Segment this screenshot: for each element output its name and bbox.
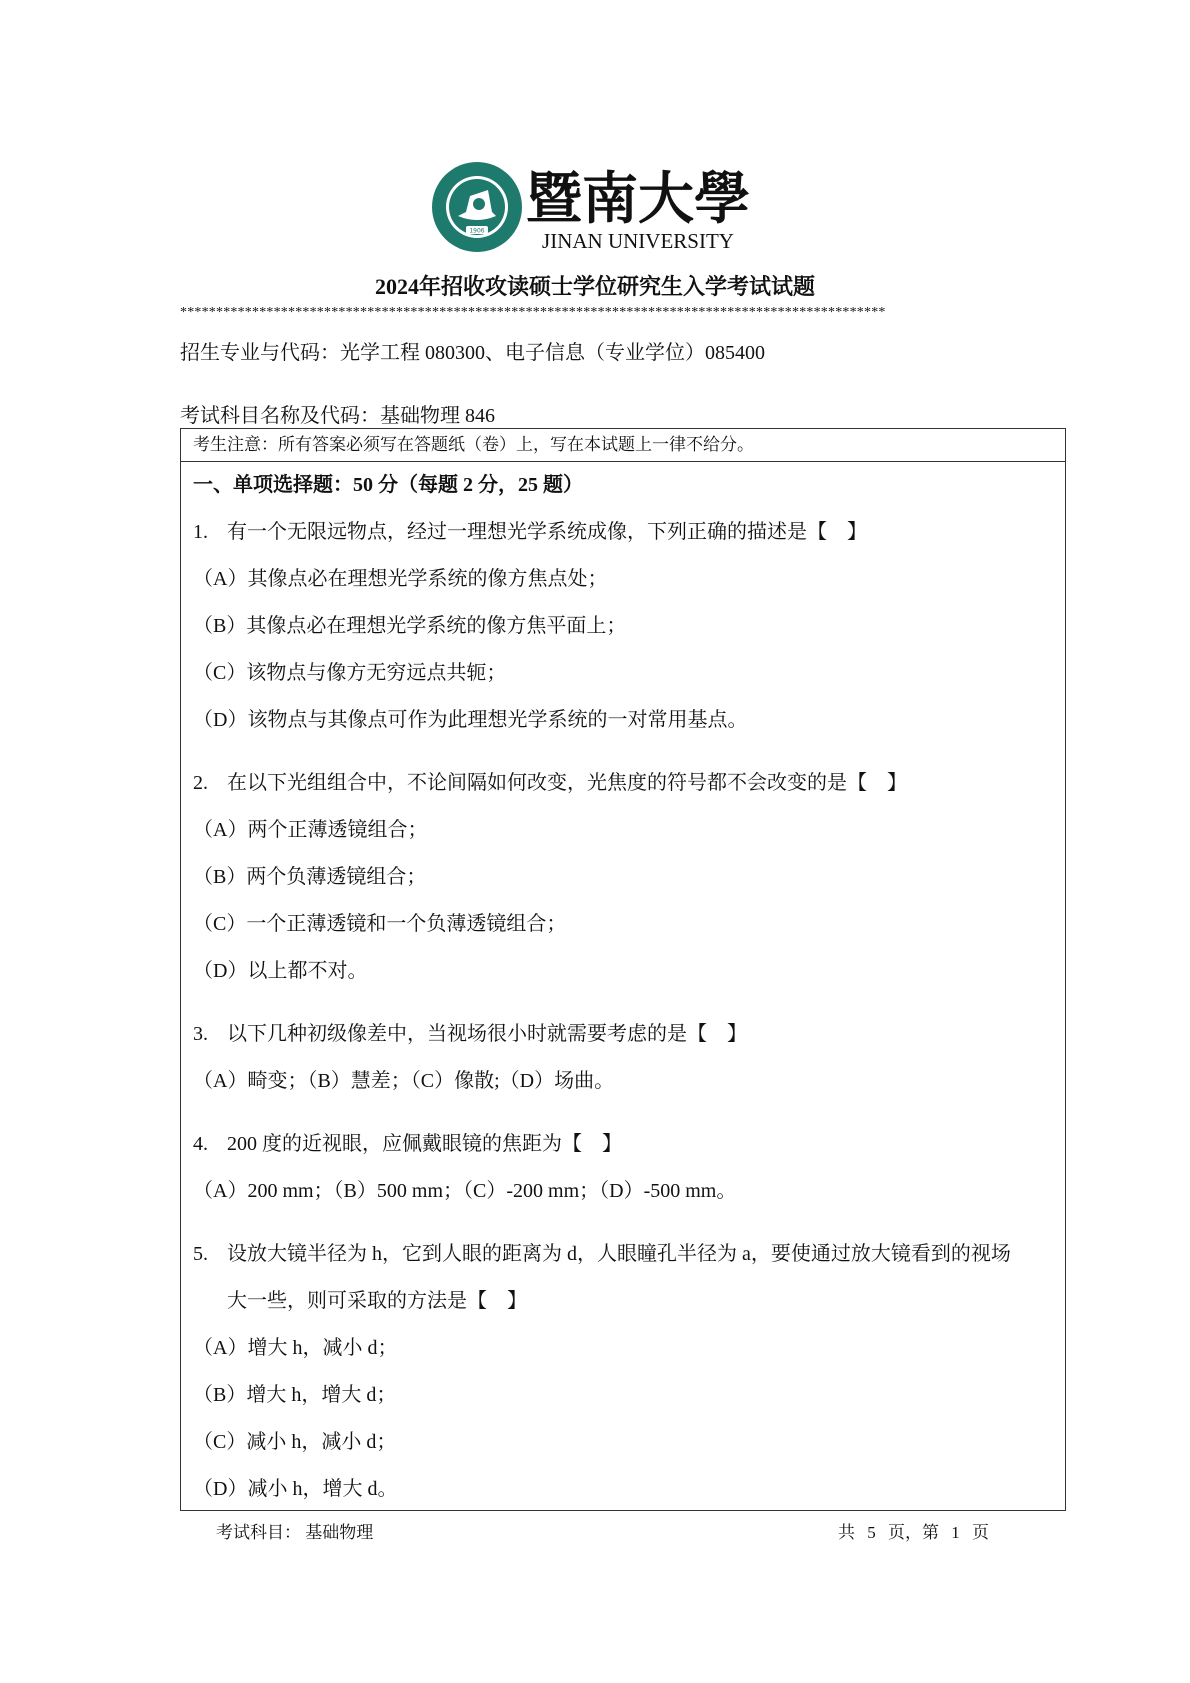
option: （B）两个负薄透镜组合； (193, 866, 427, 888)
logo-name-en: JINAN UNIVERSITY (542, 229, 734, 253)
subject-and-code: 考试科目名称及代码：基础物理 846 (180, 405, 495, 427)
question-1: 1. 有一个无限远物点，经过一理想光学系统成像，下列正确的描述是【 】 (193, 521, 867, 543)
option: （D）该物点与其像点可作为此理想光学系统的一对常用基点。 (193, 709, 748, 731)
option: （D）以上都不对。 (193, 960, 368, 982)
option: （D）减小 h，增大 d。 (193, 1478, 398, 1500)
question-2: 2. 在以下光组组合中，不论间隔如何改变，光焦度的符号都不会改变的是【 】 (193, 772, 907, 794)
question-4: 4. 200 度的近视眼，应佩戴眼镜的焦距为【 】 (193, 1133, 622, 1155)
option: （C）一个正薄透镜和一个负薄透镜组合； (193, 913, 567, 935)
footer-subject: 考试科目： 基础物理 (216, 1523, 374, 1542)
section-heading: 一、单项选择题：50 分（每题 2 分，25 题） (193, 474, 583, 496)
option: （C）该物点与像方无穷远点共轭； (193, 662, 507, 684)
university-logo (430, 160, 770, 260)
candidate-notice: 考生注意：所有答案必须写在答题纸（卷）上，写在本试题上一律不给分。 (181, 429, 1065, 462)
option: （B）其像点必在理想光学系统的像方焦平面上； (193, 615, 627, 637)
question-5-continued: 大一些，则可采取的方法是【 】 (227, 1290, 527, 1312)
separator-stars: ************************************************************************************************** (180, 305, 886, 320)
option: （A）200 mm；（B）500 mm；（C）-200 mm；（D）-500 mm。 (193, 1180, 737, 1202)
footer-page-number: 共 5 页，第 1 页 (838, 1523, 989, 1542)
question-3: 3. 以下几种初级像差中，当视场很小时就需要考虑的是【 】 (193, 1023, 747, 1045)
seal-year: 1906 (469, 227, 485, 235)
major-and-code: 招生专业与代码：光学工程 080300、电子信息（专业学位）085400 (180, 342, 765, 364)
option: （A）其像点必在理想光学系统的像方焦点处； (193, 568, 608, 590)
exam-title: 2024年招收攻读硕士学位研究生入学考试试题 (374, 274, 815, 299)
option: （A）两个正薄透镜组合； (193, 819, 428, 841)
option: （B）增大 h，增大 d； (193, 1384, 397, 1406)
question-5: 5. 设放大镜半径为 h，它到人眼的距离为 d，人眼瞳孔半径为 a，要使通过放大镜看到的视场 (193, 1243, 1011, 1265)
option: （C）减小 h，减小 d； (193, 1431, 397, 1453)
option: （A）畸变；（B）慧差；（C）像散;（D）场曲。 (193, 1070, 615, 1092)
question-box (180, 428, 1066, 1511)
option: （A）增大 h，减小 d； (193, 1337, 398, 1359)
logo-name-cn: 暨南大學 (526, 166, 750, 232)
